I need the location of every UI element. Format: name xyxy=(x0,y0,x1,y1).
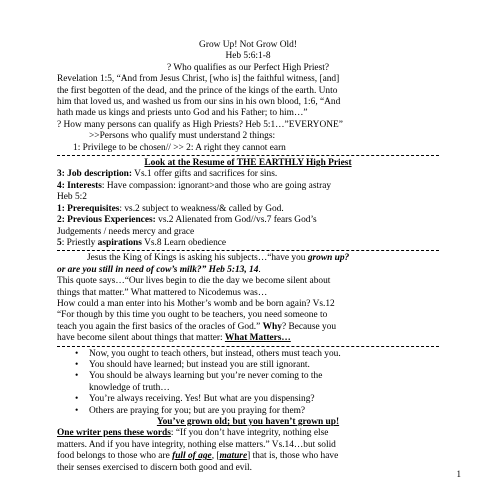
text-emphasis: full of age xyxy=(172,451,212,462)
para-line-8 xyxy=(57,333,439,344)
para-line-7 xyxy=(57,322,439,333)
list-item: • You should be always learning but you’re never coming to the xyxy=(57,371,439,382)
text-span: Jesus the King of Kings is asking his subjects…“have you xyxy=(87,253,308,264)
resume-text: Vs.8 Learn obedience xyxy=(141,237,227,248)
resume-label: 3: Job description: xyxy=(57,169,132,180)
divider xyxy=(57,346,439,347)
text-span: . xyxy=(258,264,261,275)
resume-label-aspirations: aspirations xyxy=(97,237,142,248)
list-item: • Others are praying for you; but are you praying for them? xyxy=(57,406,439,417)
question-high-priest: ? Who qualifies as our Perfect High Priest? xyxy=(166,62,330,73)
resume-item-interests-ref: Heb 5:2 xyxy=(57,192,87,203)
writer-line-2: matters. And if you have integrity, nothing else matters.” Vs.14…but solid xyxy=(57,439,336,450)
para-line-1 xyxy=(57,253,439,264)
text-emphasis: grown up? xyxy=(307,253,350,264)
text-emphasis: What Matters… xyxy=(224,333,291,344)
text-span: ] that is, those who have xyxy=(247,451,339,462)
document-page xyxy=(57,40,439,474)
resume-item-aspirations xyxy=(57,238,439,249)
text-emphasis: Why xyxy=(262,321,282,332)
list-item: • Now, you ought to teach others, but instead, others must teach you. xyxy=(57,349,439,360)
text-emphasis: One writer pens these words xyxy=(57,428,171,439)
writer-line-1 xyxy=(57,428,439,439)
persons-qualify: >>Persons who qualify must understand 2 things: xyxy=(89,131,276,142)
text-span: ? Because you xyxy=(281,321,337,332)
resume-text: : Have compassion: ignorant>and those who are going astray xyxy=(101,180,332,191)
bullet-list xyxy=(57,349,439,417)
text-emphasis: mature xyxy=(219,451,248,462)
revelation-line-4: hath made us kings and priests unto God and his Father; to him…” xyxy=(57,108,308,119)
divider xyxy=(57,155,439,156)
text-emphasis: or are you still in need of cow’s milk?” Heb 5:13, 14 xyxy=(57,264,259,275)
resume-text: : Priestly xyxy=(61,237,98,248)
para-line-2 xyxy=(57,265,439,276)
para-line-5: How could a man enter into his Mother’s womb and be born again? Vs.12 xyxy=(57,298,335,309)
resume-label: 5 xyxy=(57,237,62,248)
list-item-continued: knowledge of truth… xyxy=(89,382,170,393)
para-line-6: “For though by this time you ought to be teachers, you need someone to xyxy=(57,310,328,321)
text-span: food belongs to those who are xyxy=(57,451,173,462)
resume-item-job xyxy=(57,169,439,180)
privilege-line: 1: Privilege to be chosen// >> 2: A right they cannot earn xyxy=(73,142,286,153)
resume-heading: Look at the Resume of THE EARTHLY High Priest xyxy=(144,158,352,169)
revelation-line-1: Revelation 1:5, “And from Jesus Christ, [who is] the faithful witness, [and] xyxy=(57,74,340,85)
resume-item-experiences xyxy=(57,215,439,226)
writer-line-3 xyxy=(57,451,439,462)
resume-label: 4: Interests xyxy=(57,180,102,191)
document-title: Grow Up! Not Grow Old! xyxy=(199,40,297,50)
resume-label: 2: Previous Experiences: xyxy=(57,215,156,226)
resume-item-prerequisites xyxy=(57,204,439,215)
writer-line-4: their senses exercised to discern both good and evil. xyxy=(57,462,252,473)
text-span: : “If you don’t have integrity, nothing else xyxy=(170,428,329,439)
text-span: have become silent about things that matter: xyxy=(57,333,225,344)
question-how-many: ? How many persons can qualify as High Priests? Heb 5:1…”EVERYONE” xyxy=(57,119,343,130)
para-line-4: things that matter.” What mattered to Nicodemus was… xyxy=(57,287,268,298)
resume-label: 1: Prerequisites xyxy=(57,203,120,214)
page-number: 1 xyxy=(456,469,461,479)
resume-item-interests xyxy=(57,181,439,192)
text-span: , [ xyxy=(211,451,220,462)
scripture-reference: Heb 5:6:1-8 xyxy=(225,51,271,62)
resume-text: : vs.2 subject to weakness/& called by God. xyxy=(119,203,284,214)
text-span: teach you again the first basics of the oracles of God.” xyxy=(57,321,263,332)
list-item: • You should have learned; but instead you are still ignorant. xyxy=(57,360,439,371)
resume-item-experiences-2: Judgements / needs mercy and grace xyxy=(57,226,195,237)
para-line-3: This quote says…“Our lives begin to die the day we become silent about xyxy=(57,276,331,287)
divider xyxy=(57,250,439,251)
revelation-line-2: the first begotten of the dead, and the prince of the kings of the earth. Unto xyxy=(57,85,338,96)
list-item: • You’re always receiving. Yes! But what are you dispensing? xyxy=(57,394,439,405)
resume-text: vs.2 Alienated from God//vs.7 fears God’s xyxy=(155,215,317,226)
grown-heading: You’ve grown old; but you haven’t grown up! xyxy=(156,417,340,427)
resume-text: Vs.1 offer gifts and sacrifices for sins. xyxy=(132,169,278,180)
revelation-line-3: him that loved us, and washed us from our sins in his own blood, 1:6, “And xyxy=(57,97,341,108)
